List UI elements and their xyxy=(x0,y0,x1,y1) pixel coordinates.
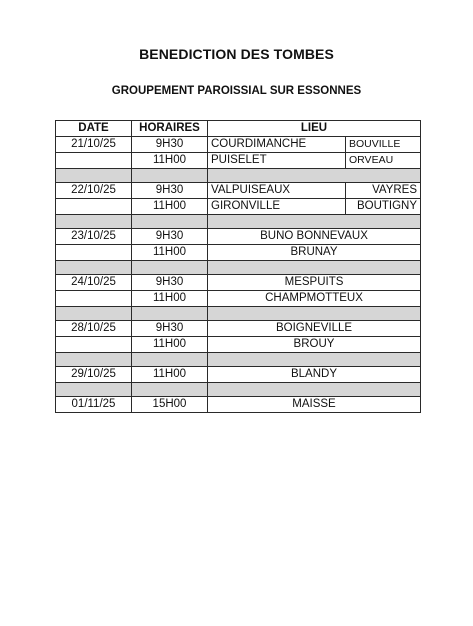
table-row xyxy=(56,337,421,353)
time-cell: 11H00 xyxy=(132,337,208,353)
date-cell: 28/10/25 xyxy=(56,321,132,337)
separator-cell xyxy=(208,353,421,367)
separator-row xyxy=(56,307,421,321)
date-cell: 01/11/25 xyxy=(56,397,132,413)
separator-cell xyxy=(132,215,208,229)
time-cell: 11H00 xyxy=(132,367,208,383)
table-row xyxy=(56,199,421,215)
separator-row xyxy=(56,169,421,183)
time-cell: 9H30 xyxy=(132,137,208,153)
location-cell: CHAMPMOTTEUX xyxy=(208,291,421,307)
document-title: BENEDICTION DES TOMBES xyxy=(139,46,334,62)
document-subtitle: GROUPEMENT PAROISSIAL SUR ESSONNES xyxy=(111,85,362,97)
location-cell: MAISSE xyxy=(208,397,421,413)
date-cell xyxy=(56,245,132,261)
location-cell: BROUY xyxy=(208,337,421,353)
location-cell: COURDIMANCHE xyxy=(208,137,346,153)
table-row xyxy=(56,397,421,413)
table-row xyxy=(56,367,421,383)
location-cell: BLANDY xyxy=(208,367,421,383)
separator-cell xyxy=(132,169,208,183)
time-cell: 11H00 xyxy=(132,245,208,261)
time-cell: 15H00 xyxy=(132,397,208,413)
time-cell: 9H30 xyxy=(132,229,208,245)
separator-cell xyxy=(208,307,421,321)
header-date: DATE xyxy=(56,121,132,137)
table-row xyxy=(56,291,421,307)
table-row xyxy=(56,137,421,153)
table-row xyxy=(56,153,421,169)
separator-cell xyxy=(132,383,208,397)
location-cell: GIRONVILLE xyxy=(208,199,346,215)
date-cell xyxy=(56,291,132,307)
date-cell xyxy=(56,199,132,215)
table-row xyxy=(56,229,421,245)
date-cell xyxy=(56,153,132,169)
schedule-table xyxy=(55,120,421,413)
separator-cell xyxy=(132,353,208,367)
separator-cell xyxy=(208,383,421,397)
separator-cell xyxy=(56,307,132,321)
time-cell: 9H30 xyxy=(132,275,208,291)
separator-cell xyxy=(208,261,421,275)
time-cell: 11H00 xyxy=(132,291,208,307)
table-row xyxy=(56,245,421,261)
separator-row xyxy=(56,353,421,367)
date-cell: 24/10/25 xyxy=(56,275,132,291)
date-cell: 23/10/25 xyxy=(56,229,132,245)
time-cell: 9H30 xyxy=(132,321,208,337)
header-time: HORAIRES xyxy=(132,121,208,137)
location-cell: PUISELET xyxy=(208,153,346,169)
date-cell: 21/10/25 xyxy=(56,137,132,153)
separator-row xyxy=(56,383,421,397)
separator-cell xyxy=(56,169,132,183)
separator-cell xyxy=(56,383,132,397)
location-cell: BUNO BONNEVAUX xyxy=(208,229,421,245)
time-cell: 11H00 xyxy=(132,199,208,215)
separator-row xyxy=(56,215,421,229)
header-row xyxy=(56,121,421,137)
time-cell: 9H30 xyxy=(132,183,208,199)
date-cell xyxy=(56,337,132,353)
location-cell: MESPUITS xyxy=(208,275,421,291)
table-row xyxy=(56,183,421,199)
separator-cell xyxy=(132,261,208,275)
separator-cell xyxy=(56,261,132,275)
header-location: LIEU xyxy=(208,121,421,137)
location-secondary-cell: BOUVILLE xyxy=(346,137,421,153)
date-cell: 29/10/25 xyxy=(56,367,132,383)
separator-cell xyxy=(208,169,421,183)
time-cell: 11H00 xyxy=(132,153,208,169)
separator-cell xyxy=(208,215,421,229)
location-cell: BOIGNEVILLE xyxy=(208,321,421,337)
separator-cell xyxy=(56,353,132,367)
date-cell: 22/10/25 xyxy=(56,183,132,199)
separator-cell xyxy=(56,215,132,229)
location-cell: BRUNAY xyxy=(208,245,421,261)
separator-row xyxy=(56,261,421,275)
separator-cell xyxy=(132,307,208,321)
location-secondary-cell: BOUTIGNY xyxy=(346,199,421,215)
table-row xyxy=(56,321,421,337)
location-secondary-cell: ORVEAU xyxy=(346,153,421,169)
table-row xyxy=(56,275,421,291)
location-cell: VALPUISEAUX xyxy=(208,183,346,199)
location-secondary-cell: VAYRES xyxy=(346,183,421,199)
